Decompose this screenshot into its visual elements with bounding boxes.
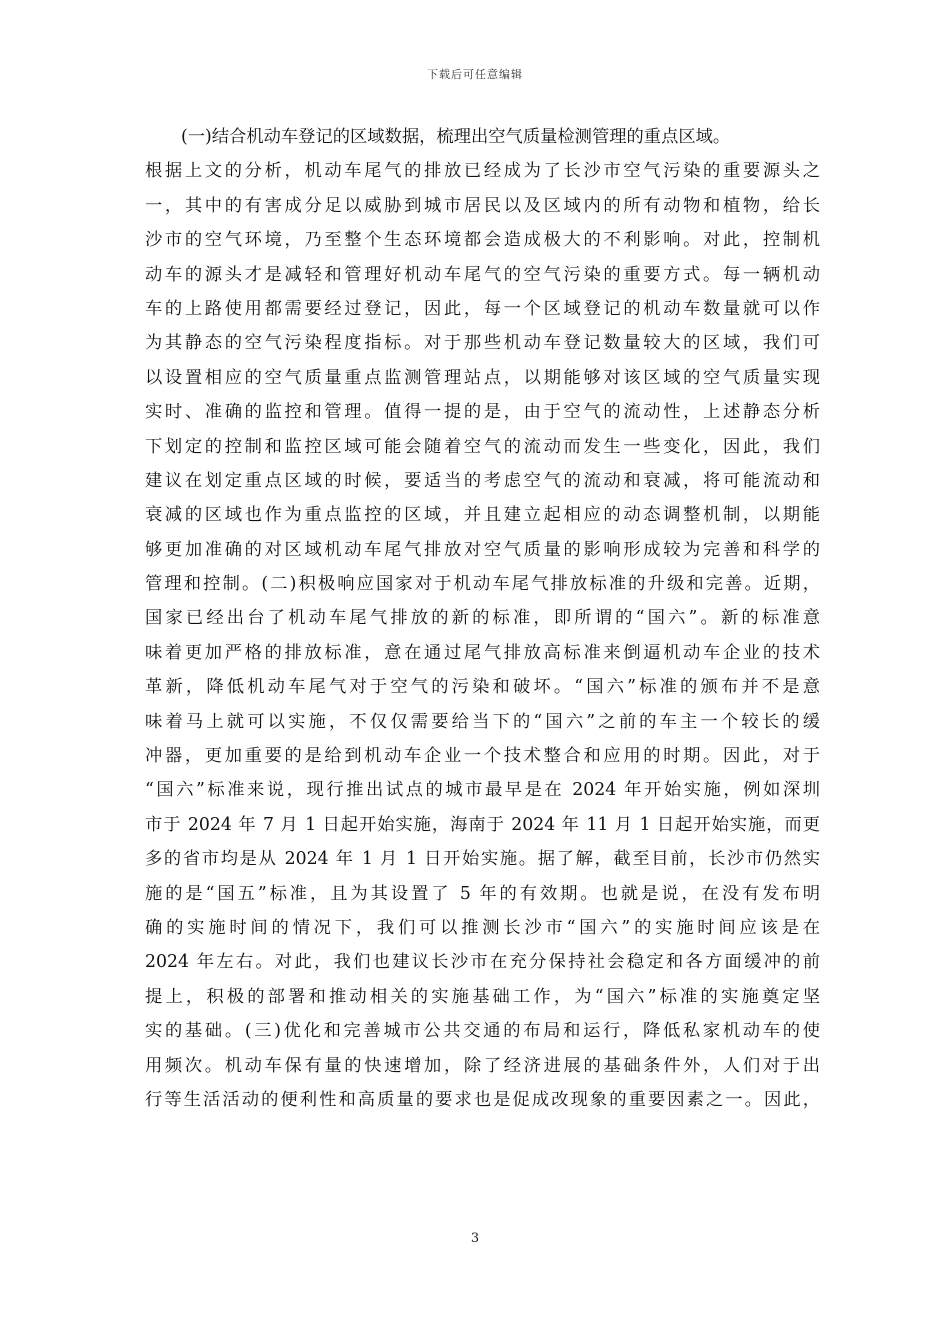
text-line: “国六”标准来说，现行推出试点的城市最早是在 2024 年开始实施，例如深圳 bbox=[145, 780, 820, 801]
page-number: 3 bbox=[470, 1231, 480, 1246]
text-line: 味着马上就可以实施，不仅仅需要给当下的“国六”之前的车主一个较长的缓 bbox=[145, 711, 820, 732]
text-line: 车的上路使用都需要经过登记，因此，每一个区域登记的机动车数量就可以作 bbox=[145, 298, 820, 319]
text-line: 为其静态的空气污染程度指标。对于那些机动车登记数量较大的区域，我们可 bbox=[145, 333, 820, 354]
text-line: 冲器，更加重要的是给到机动车企业一个技术整合和应用的时期。因此，对于 bbox=[145, 746, 820, 767]
text-line: 2024 年左右。对此，我们也建议长沙市在充分保持社会稳定和各方面缓冲的前 bbox=[145, 952, 820, 973]
text-line: 衰减的区域也作为重点监控的区域，并且建立起相应的动态调整机制，以期能 bbox=[145, 505, 820, 526]
text-line: (一)结合机动车登记的区域数据，梳理出空气质量检测管理的重点区域。 bbox=[181, 127, 731, 147]
text-line: 建议在划定重点区域的时候，要适当的考虑空气的流动和衰减，将可能流动和 bbox=[145, 470, 820, 491]
text-line: 国家已经出台了机动车尾气排放的新的标准，即所谓的“国六”。新的标准意 bbox=[145, 608, 820, 629]
text-line: 实的基础。(三)优化和完善城市公共交通的布局和运行，降低私家机动车的使 bbox=[145, 1021, 820, 1042]
text-line: 确的实施时间的情况下，我们可以推测长沙市“国六”的实施时间应该是在 bbox=[145, 917, 820, 938]
text-line: 提上，积极的部署和推动相关的实施基础工作，为“国六”标准的实施奠定坚 bbox=[145, 986, 820, 1007]
text-line: 一，其中的有害成分足以威胁到城市居民以及区域内的所有动物和植物，给长 bbox=[145, 195, 820, 216]
text-line: 行等生活活动的便利性和高质量的要求也是促成改现象的重要因素之一。因此， bbox=[145, 1089, 820, 1110]
text-line: 多的省市均是从 2024 年 1 月 1 日开始实施。据了解，截至目前，长沙市仍然实 bbox=[145, 849, 820, 870]
text-line: 市于 2024 年 7 月 1 日起开始实施，海南于 2024 年 11 月 1 日起开始实施，而更 bbox=[145, 814, 820, 835]
text-line: 动车的源头才是减轻和管理好机动车尾气的空气污染的重要方式。每一辆机动 bbox=[145, 264, 820, 285]
text-line: 根据上文的分析，机动车尾气的排放已经成为了长沙市空气污染的重要源头之 bbox=[145, 161, 820, 182]
page-header: 下载后可任意编辑 bbox=[427, 68, 523, 81]
body-text bbox=[145, 120, 820, 1117]
text-line: 下划定的控制和监控区域可能会随着空气的流动而发生一些变化，因此，我们 bbox=[145, 436, 820, 457]
text-line: 施的是“国五”标准，且为其设置了 5 年的有效期。也就是说，在没有发布明 bbox=[145, 883, 820, 904]
text-line: 革新，降低机动车尾气对于空气的污染和破坏。“国六”标准的颁布并不是意 bbox=[145, 677, 820, 698]
text-line: 用频次。机动车保有量的快速增加，除了经济进展的基础条件外，人们对于出 bbox=[145, 1055, 820, 1076]
text-line: 实时、准确的监控和管理。值得一提的是，由于空气的流动性，上述静态分析 bbox=[145, 402, 820, 423]
text-line: 以设置相应的空气质量重点监测管理站点，以期能够对该区域的空气质量实现 bbox=[145, 367, 820, 388]
text-line: 够更加准确的对区域机动车尾气排放对空气质量的影响形成较为完善和科学的 bbox=[145, 539, 820, 560]
text-line: 沙市的空气环境，乃至整个生态环境都会造成极大的不利影响。对此，控制机 bbox=[145, 230, 820, 251]
text-line: 味着更加严格的排放标准，意在通过尾气排放高标准来倒逼机动车企业的技术 bbox=[145, 642, 820, 663]
text-line: 管理和控制。(二)积极响应国家对于机动车尾气排放标准的升级和完善。近期， bbox=[145, 574, 820, 595]
